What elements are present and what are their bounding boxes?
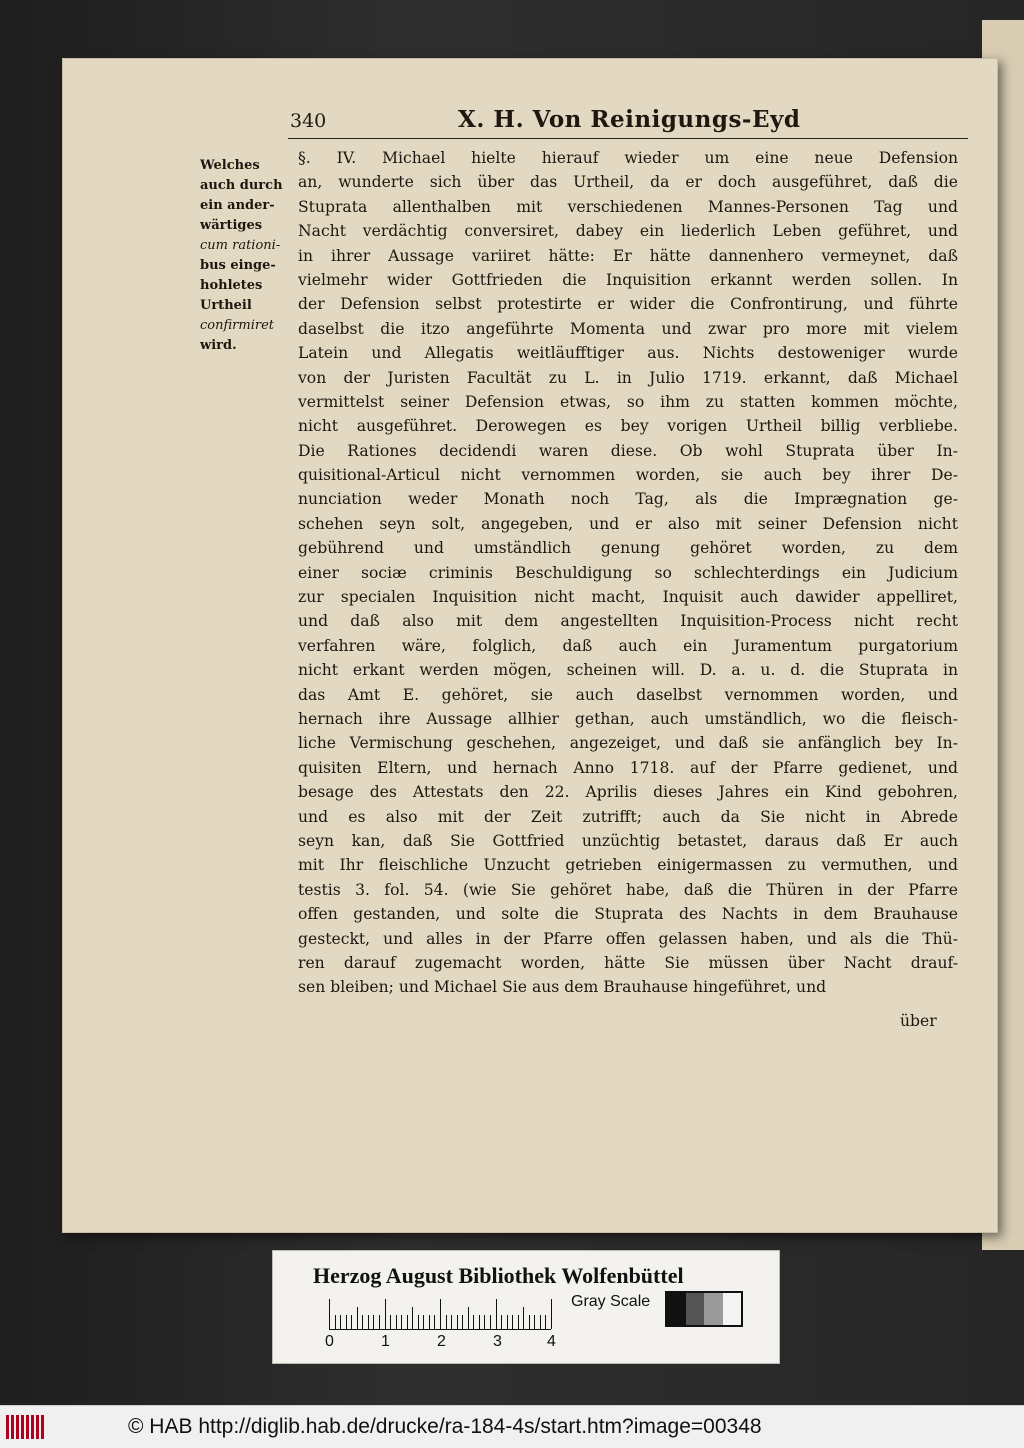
ruler-tick <box>468 1307 469 1329</box>
ruler-tick <box>379 1315 380 1329</box>
copyright-url[interactable]: © HAB http://diglib.hab.de/drucke/ra-184-4s/start.htm?image=00348 <box>128 1415 762 1438</box>
grayscale-swatches <box>665 1291 743 1327</box>
text-line: offen gestanden, und solte die Stuprata des Nachts in dem Brauhause <box>298 905 958 924</box>
ruler-tick <box>407 1315 408 1329</box>
ruler-tick <box>490 1315 491 1329</box>
marginal-line: ein ander- <box>200 198 275 213</box>
marginal-line: auch durch <box>200 178 283 193</box>
text-line: vermittelst seiner Defension etwas, so ihm zu statten kommen möchte, <box>298 392 958 411</box>
ruler-tick <box>512 1315 513 1329</box>
ruler-number: 0 <box>325 1333 334 1350</box>
marginal-line: Urtheil <box>200 298 252 313</box>
marginal-line: cum rationi- <box>200 238 281 253</box>
marginal-line: Welches <box>200 158 260 173</box>
ruler-tick <box>446 1315 447 1329</box>
marginal-line: confirmiret <box>200 318 274 333</box>
ruler-tick <box>418 1315 419 1329</box>
library-color-card <box>272 1250 780 1364</box>
text-line: nunciation weder Monath noch Tag, als die Imprægnation ge- <box>298 490 958 509</box>
catchword: über <box>900 1012 937 1030</box>
ruler-tick <box>401 1315 402 1329</box>
ruler-tick <box>368 1315 369 1329</box>
text-line: von der Juristen Facultät zu L. in Julio 1719. erkannt, daß Michael <box>298 368 958 387</box>
ruler-tick <box>473 1315 474 1329</box>
grayscale-swatch <box>704 1293 723 1325</box>
text-line: gesteckt, und alles in der Pfarre offen gelassen haben, und als die Thü- <box>298 929 958 948</box>
grayscale-label: Gray Scale <box>571 1293 651 1310</box>
ruler-tick <box>385 1299 386 1329</box>
ruler-tick <box>434 1315 435 1329</box>
text-line: nicht erkant werden mögen, scheinen will. D. a. u. d. die Stuprata in <box>298 661 958 680</box>
page-number: 340 <box>290 110 327 132</box>
text-line: schehen seyn solt, angegeben, und er also mit seiner Defension nicht <box>298 514 958 533</box>
ruler-number: 4 <box>547 1333 556 1350</box>
ruler-tick <box>390 1315 391 1329</box>
ruler-tick <box>440 1299 441 1329</box>
text-line: §. IV. Michael hielte hierauf wieder um eine neue Defension <box>298 149 958 167</box>
ruler-tick <box>501 1315 502 1329</box>
ruler-tick <box>484 1315 485 1329</box>
ruler-tick <box>335 1315 336 1329</box>
text-line: Nacht verdächtig conversiret, dabey ein liederlich Leben geführet, und <box>298 222 958 241</box>
hab-barcode-logo-icon <box>6 1415 46 1439</box>
ruler-tick <box>373 1315 374 1329</box>
text-line: vielmehr wider Gottfrieden die Inquisition erkannt werden sollen. In <box>298 270 958 289</box>
text-line: in ihrer Aussage variiret hätte: Er hätte dannenhero vermeynet, daß <box>298 246 958 265</box>
library-name: Herzog August Bibliothek Wolfenbüttel <box>313 1263 684 1288</box>
marginal-line: bus einge- <box>200 258 276 273</box>
running-head: X. H. Von Reinigungs-Eyd <box>458 106 801 133</box>
marginal-line: wird. <box>200 338 237 353</box>
text-line: der Defension selbst protestirte er wider die Confrontirung, und führte <box>298 295 958 314</box>
ruler-tick <box>412 1307 413 1329</box>
ruler-tick <box>551 1299 552 1329</box>
ruler-tick <box>357 1307 358 1329</box>
text-line: das Amt E. gehöret, sie auch daselbst vernommen worden, und <box>298 685 958 704</box>
grayscale-swatch <box>723 1293 742 1325</box>
text-line: quisitional-Articul nicht vernommen worden, sie auch bey ihrer De- <box>298 466 958 485</box>
text-line: gebührend und umständlich genung gehöret worden, zu dem <box>298 539 958 558</box>
text-line: Stuprata allenthalben mit verschiedenen Mannes-Personen Tag und <box>298 197 958 216</box>
scale-ruler <box>329 1299 551 1330</box>
grayscale-swatch <box>667 1293 686 1325</box>
text-line: hernach ihre Aussage allhier gethan, auch umständlich, wo die fleisch- <box>298 709 958 728</box>
ruler-tick <box>507 1315 508 1329</box>
text-line: sen bleiben; und Michael Sie aus dem Brauhause hingeführet, und <box>298 978 827 997</box>
text-line: und daß also mit dem angestellten Inquisition-Process nicht recht <box>298 612 958 631</box>
ruler-tick <box>340 1315 341 1329</box>
text-line: verfahren wäre, folglich, daß auch ein Juramentum purgatorium <box>298 636 958 655</box>
ruler-tick <box>462 1315 463 1329</box>
ruler-tick <box>396 1315 397 1329</box>
text-line: testis 3. fol. 54. (wie Sie gehöret habe, daß die Thüren in der Pfarre <box>298 880 958 899</box>
ruler-number: 3 <box>493 1333 502 1350</box>
ruler-tick <box>457 1315 458 1329</box>
text-line: mit Ihr fleischliche Unzucht getrieben einigermassen zu vermuthen, und <box>298 856 958 875</box>
text-line: Die Rationes decidendi waren diese. Ob wohl Stuprata über In- <box>298 441 958 460</box>
ruler-tick <box>429 1315 430 1329</box>
ruler-tick <box>423 1315 424 1329</box>
marginal-note <box>200 156 290 356</box>
marginal-line: wärtiges <box>200 218 263 233</box>
body-text <box>298 146 958 1000</box>
page-header <box>288 102 968 139</box>
grayscale-swatch <box>686 1293 705 1325</box>
marginal-line: hohletes <box>200 278 263 293</box>
text-line: und es also mit der Zeit zutrifft; auch da Sie nicht in Abrede <box>298 807 958 826</box>
ruler-tick <box>329 1299 330 1329</box>
text-line: ren darauf zugemacht worden, hätte Sie müssen über Nacht drauf- <box>298 953 958 972</box>
text-line: zur specialen Inquisition nicht macht, Inquisit auch dawider appelliret, <box>298 588 958 607</box>
text-line: einer sociæ criminis Beschuldigung so schlechterdings ein Judicium <box>298 563 958 582</box>
ruler-number: 1 <box>381 1333 390 1350</box>
ruler-tick <box>346 1315 347 1329</box>
ruler-tick <box>540 1315 541 1329</box>
ruler-tick <box>545 1315 546 1329</box>
text-line: an, wunderte sich über das Urtheil, da er doch ausgeführet, daß die <box>298 173 958 192</box>
text-line: quisiten Eltern, und hernach Anno 1718. auf der Pfarre gedienet, und <box>298 758 958 777</box>
ruler-number: 2 <box>437 1333 446 1350</box>
text-line: liche Vermischung geschehen, angezeiget, und daß sie anfänglich bey In- <box>298 734 958 753</box>
ruler-tick <box>534 1315 535 1329</box>
text-line: nicht ausgeführet. Derowegen es bey vorigen Urtheil billig verbliebe. <box>298 417 958 436</box>
ruler-tick <box>523 1307 524 1329</box>
text-line: daselbst die itzo angeführte Momenta und zwar pro more mit vielem <box>298 319 958 338</box>
viewer-footer <box>0 1405 1024 1448</box>
ruler-tick <box>362 1315 363 1329</box>
ruler-tick <box>451 1315 452 1329</box>
text-line: besage des Attestats den 22. Aprilis dieses Jahres ein Kind gebohren, <box>298 783 958 802</box>
ruler-tick <box>496 1299 497 1329</box>
ruler-tick <box>479 1315 480 1329</box>
text-line: seyn kan, daß Sie Gottfried unzüchtig betastet, daraus daß Er auch <box>298 831 958 850</box>
ruler-tick <box>529 1315 530 1329</box>
ruler-tick <box>518 1315 519 1329</box>
ruler-tick <box>351 1315 352 1329</box>
text-line: Latein und Allegatis weitläufftiger aus. Nichts destoweniger wurde <box>298 344 958 363</box>
